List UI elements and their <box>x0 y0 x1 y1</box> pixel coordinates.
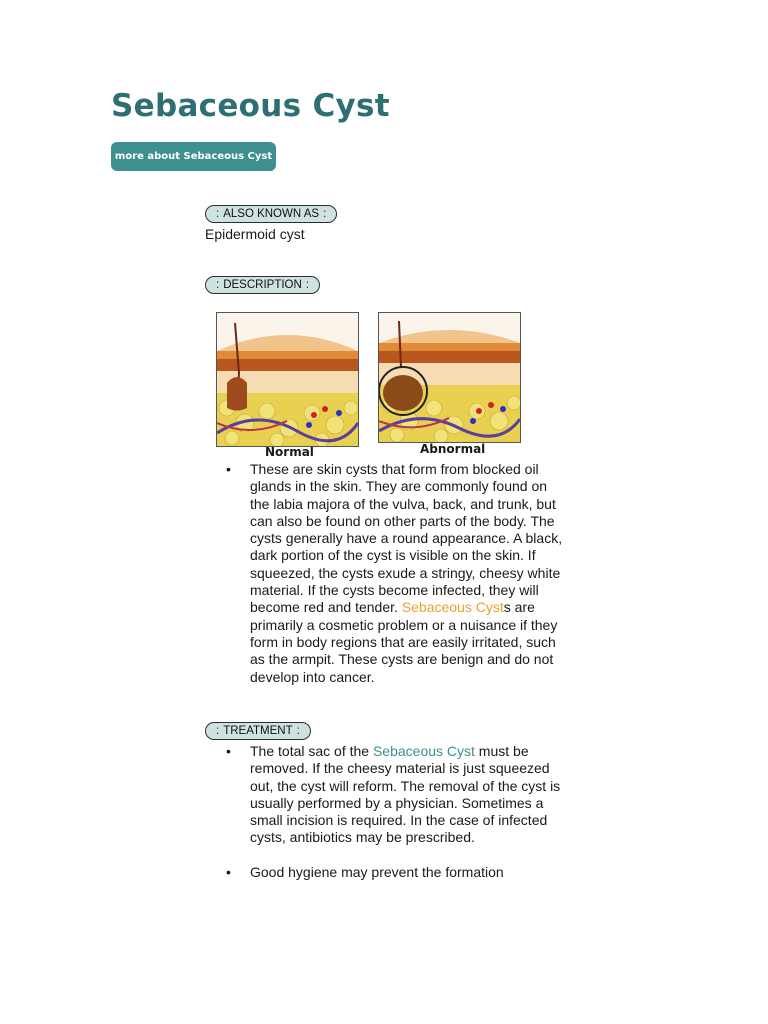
normal-skin-svg <box>217 313 358 446</box>
abnormal-caption: Abnormal <box>420 442 486 456</box>
treatment-text-part1: The total sac of the <box>250 743 373 759</box>
normal-caption: Normal <box>265 445 314 459</box>
sebaceous-cyst-link[interactable]: Sebaceous Cyst <box>372 743 475 759</box>
sebaceous-cyst-link[interactable]: Sebaceous Cyst <box>401 599 504 616</box>
pill-decoration-left: : <box>216 725 220 737</box>
normal-skin-illustration <box>216 312 359 447</box>
section-label-treatment <box>205 722 311 740</box>
pill-decoration-right: : <box>305 279 309 291</box>
description-list <box>226 461 568 703</box>
description-text-part1: These are skin cysts that form from blocked oil glands in the skin. They are commonly found on the labia majora of the vulva, back, and trunk, but can also be found on other parts of the body. The cysts generally have a round appearance. A black, dark portion of the cyst is visible on the skin. If squeezed, the cysts exude a stringy, cheesy white material. If the cysts become infected, they will become red and tender. <box>250 461 563 616</box>
pill-decoration-right: : <box>323 208 327 220</box>
pill-decoration-left: : <box>216 279 220 291</box>
also-known-as-text: Epidermoid cyst <box>205 226 305 242</box>
treatment-label: TREATMENT <box>223 725 293 737</box>
pill-decoration-right: : <box>296 725 300 737</box>
list-item <box>226 743 568 847</box>
abnormal-skin-illustration <box>378 312 521 443</box>
pill-decoration-left: : <box>216 208 220 220</box>
page-title: Sebaceous Cyst <box>111 88 390 124</box>
description-label: DESCRIPTION <box>223 279 302 291</box>
abnormal-skin-svg <box>379 313 520 442</box>
treatment-text-part2: must be removed. If the cheesy material is just squeezed out, the cyst will reform. The removal of the cyst is usually performed by a physician. Sometimes a small incision is required. In the case of infected cysts, antibiotics may be prescribed. <box>250 743 561 846</box>
treatment-text-bullet2: Good hygiene may prevent the formation <box>250 863 504 880</box>
more-about-button[interactable]: more about Sebaceous Cyst <box>111 142 276 171</box>
also-known-as-label: ALSO KNOWN AS <box>223 208 320 220</box>
list-item <box>226 461 568 686</box>
description-text-part2: s are primarily a cosmetic problem or a nuisance if they form in body regions that are easily irritated, such as the armpit. These cysts are benign and do not develop into cancer. <box>250 599 558 685</box>
treatment-list <box>226 743 568 898</box>
section-label-also-known-as <box>205 205 337 223</box>
list-item <box>226 864 568 881</box>
section-label-description <box>205 276 320 294</box>
